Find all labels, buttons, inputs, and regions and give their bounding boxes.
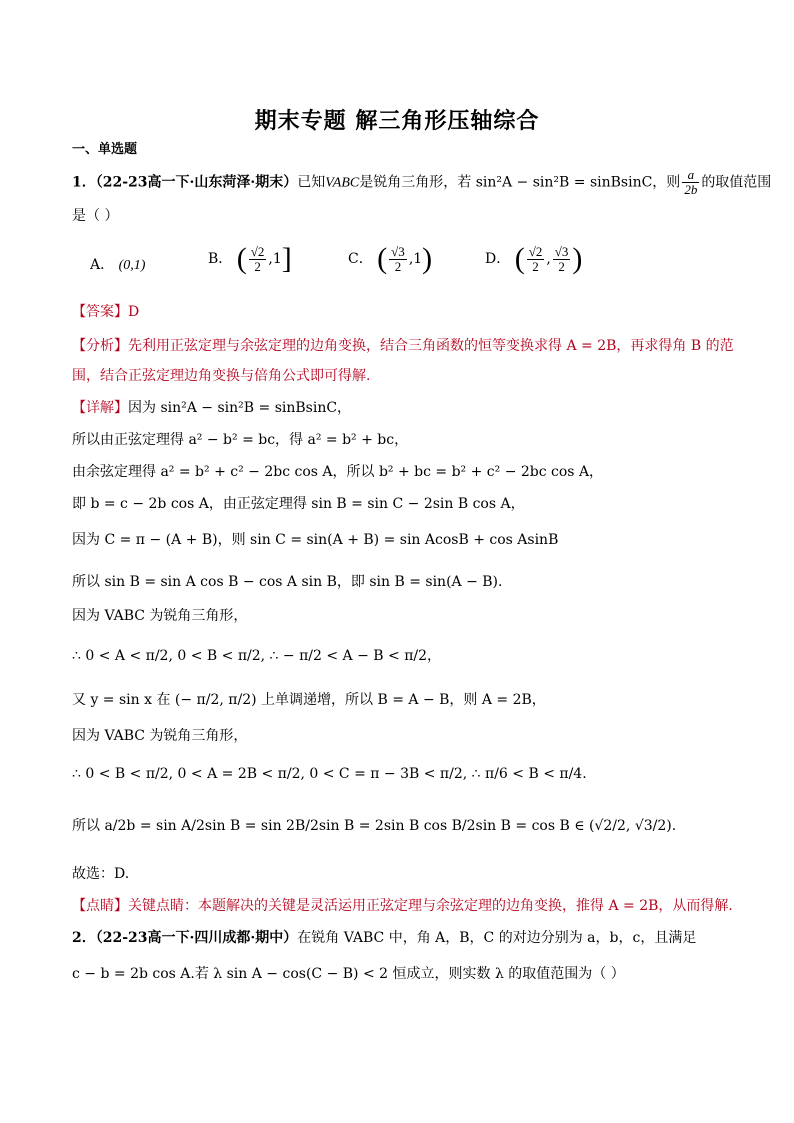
option-fraction: $\frac{√2}{2}$ bbox=[250, 243, 265, 274]
detail-line-5: 因为 C = π − (A + B)，则 sin C = sin(A + B) = sin AcosB + cos AsinB bbox=[72, 532, 559, 548]
detail-line-6: 所以 sin B = sin A cos B − cos A sin B，即 sin B = sin(A − B). bbox=[72, 574, 503, 590]
question-1-stem bbox=[72, 167, 772, 197]
detail-line-4: 即 b = c − 2b cos A，由正弦定理得 sin B = sin C − 2sin B cos A， bbox=[72, 496, 525, 512]
question-1-stem-line2: 是（ ） bbox=[72, 208, 119, 224]
detail-text: 因为 sin²A − sin²B = sinBsinC， bbox=[128, 400, 352, 416]
detail-formula: a/2b = sin A/2sin B = sin 2B/2sin B = 2sin B cos B/2sin B = cos B ∈ (√2/2, √3/2). bbox=[104, 818, 677, 834]
option-label: C． bbox=[348, 251, 373, 267]
detail-line-2: 所以由正弦定理得 a² − b² = bc，得 a² = b² + bc， bbox=[72, 432, 409, 448]
analysis-text: 先利用正弦定理与余弦定理的边角变换，结合三角函数的恒等变换求得 A = 2B，再求得角 B 的范 bbox=[128, 338, 734, 354]
option-fraction: $\frac{√3}{2}$ bbox=[554, 243, 569, 274]
question-2-stem bbox=[72, 928, 734, 948]
analysis-line-2: 围，结合正弦定理边角变换与倍角公式即可得解. bbox=[72, 368, 371, 384]
option-c[interactable]: C． ( $\frac{√3}{2}$ ,1) bbox=[348, 242, 433, 275]
section-heading: 一、单选题 bbox=[72, 142, 138, 157]
question-source: （22-23高一下·四川成都·期中） bbox=[95, 930, 298, 946]
question-number: 1． bbox=[72, 174, 96, 191]
page-title: 期末专题 解三角形压轴综合 bbox=[254, 109, 540, 134]
stem-text: 的取值范围 bbox=[701, 174, 772, 191]
detail-line-3: 由余弦定理得 a² = b² + c² − 2bc cos A，所以 b² + bc = b² + c² − 2bc cos A， bbox=[72, 464, 604, 480]
answer-tag: 【答案】 bbox=[72, 304, 128, 320]
detail-text: 所以 bbox=[72, 818, 100, 834]
option-b[interactable]: B． ( $\frac{√2}{2}$ ,1] bbox=[208, 242, 292, 275]
detail-line-1 bbox=[72, 398, 734, 418]
fraction-a-over-2b: $\frac{a}{2b}$ bbox=[684, 167, 698, 197]
question-source: （22-23高一下·山东菏泽·期末） bbox=[95, 174, 298, 191]
detail-tag: 【详解】 bbox=[72, 400, 128, 416]
option-label: B． bbox=[208, 251, 233, 267]
point-text: 关键点睛：本题解决的关键是灵活运用正弦定理与余弦定理的边角变换，推得 A = 2B，从而得解. bbox=[128, 898, 733, 914]
option-label: A． bbox=[90, 257, 115, 273]
detail-line-10: 因为 VABC 为锐角三角形， bbox=[72, 728, 248, 744]
option-a[interactable] bbox=[90, 254, 145, 274]
stem-text: 是锐角三角形，若 sin²A − sin²B = sinBsinC，则 bbox=[359, 174, 681, 191]
point-tag: 【点睛】 bbox=[72, 898, 128, 914]
detail-line-12 bbox=[72, 816, 734, 836]
detail-line-9: 又 y = sin x 在 (− π/2, π/2) 上单调递增，所以 B = A − B，则 A = 2B， bbox=[72, 692, 546, 708]
option-fraction: $\frac{√3}{2}$ bbox=[391, 243, 405, 274]
answer-value: D bbox=[128, 304, 140, 320]
triangle-label: VABC bbox=[325, 175, 360, 191]
point-line bbox=[72, 896, 734, 916]
stem-text: 在锐角 VABC 中，角 A，B，C 的对边分别为 a，b，c，且满足 bbox=[297, 930, 697, 946]
option-label: D． bbox=[485, 251, 511, 267]
question-2-stem-line2: c − b = 2b cos A.若 λ sin A − cos(C − B) < 2 恒成立，则实数 λ 的取值范围为（ ） bbox=[72, 966, 625, 982]
question-number: 2． bbox=[72, 930, 96, 946]
option-d[interactable]: D． ( $\frac{√2}{2}$ , $\frac{√3}{2}$ ) bbox=[485, 242, 583, 275]
option-fraction: $\frac{√2}{2}$ bbox=[528, 243, 543, 274]
analysis-tag: 【分析】 bbox=[72, 338, 128, 354]
detail-line-11: ∴ 0 < B < π/2, 0 < A = 2B < π/2, 0 < C = π − 3B < π/2, ∴ π/6 < B < π/4. bbox=[72, 766, 587, 782]
answer-line bbox=[72, 302, 734, 322]
detail-line-8: ∴ 0 < A < π/2, 0 < B < π/2, ∴ − π/2 < A − B < π/2， bbox=[72, 648, 442, 664]
detail-line-7: 因为 VABC 为锐角三角形， bbox=[72, 608, 248, 624]
stem-text: 已知 bbox=[297, 174, 326, 191]
analysis-line-1 bbox=[72, 336, 734, 356]
option-value: (0,1) bbox=[118, 258, 146, 273]
choose-line: 故选：D. bbox=[72, 866, 130, 882]
